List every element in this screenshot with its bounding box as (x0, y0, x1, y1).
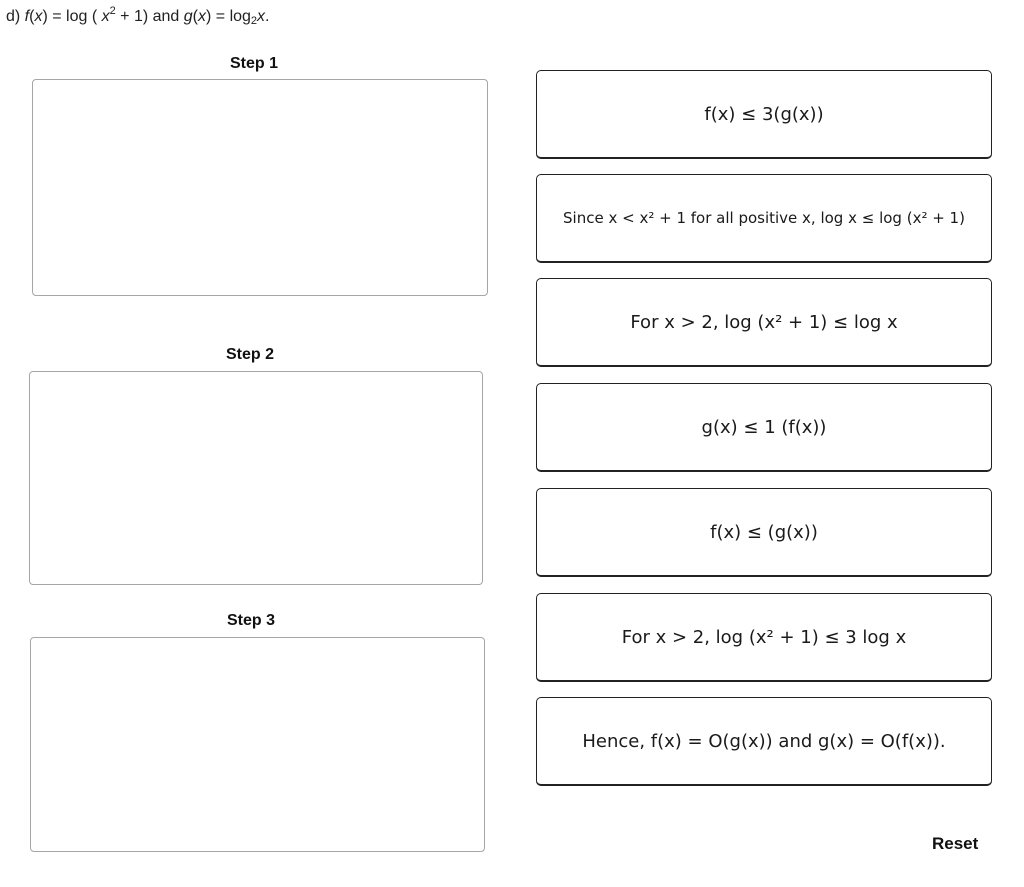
question-x3: x (198, 8, 206, 25)
question-log-base: 2 (250, 15, 258, 27)
card-f-le-g[interactable] (536, 488, 992, 577)
reset-button[interactable]: Reset (932, 834, 979, 853)
card-hence-big-o[interactable] (536, 697, 992, 786)
card-text: f(x) ≤ (g(x)) (710, 521, 818, 543)
step-1-label: Step 1 (230, 55, 279, 72)
card-for-x-gt-2-log-le-3-log-x[interactable] (536, 593, 992, 682)
card-text: For x > 2, log (x² + 1) ≤ 3 log x (621, 626, 907, 648)
card-for-x-gt-2-log-le-log-x[interactable] (536, 278, 992, 367)
question-x4: x (257, 8, 266, 25)
question-f: f (24, 8, 30, 25)
card-since-x-lt-x2-plus-1[interactable] (536, 174, 992, 263)
question-part4: ( (192, 8, 198, 25)
card-text: Hence, f(x) = O(g(x)) and g(x) = O(f(x)). (582, 730, 946, 752)
question-x1: x (34, 8, 43, 25)
question-x2: x (101, 8, 110, 25)
question-exponent: 2 (109, 5, 116, 17)
step-2-label: Step 2 (226, 346, 275, 363)
step-3-label: Step 3 (227, 612, 276, 629)
step-2-drop-zone[interactable] (29, 371, 483, 585)
card-text: For x > 2, log (x² + 1) ≤ log x (630, 311, 898, 333)
card-text: g(x) ≤ 1 (f(x)) (701, 416, 827, 438)
question-part3: + 1) and (115, 8, 184, 25)
question-part5: ) = log (206, 8, 251, 25)
step-3-drop-zone[interactable] (30, 637, 485, 852)
question-g: g (183, 8, 193, 25)
question-part2: ) = log ( (42, 8, 102, 25)
question-part1: ( (29, 8, 35, 25)
card-text: f(x) ≤ 3(g(x)) (704, 103, 824, 125)
question-suffix: . (265, 8, 270, 25)
step-1-drop-zone[interactable] (32, 79, 488, 296)
card-text: Since x < x² + 1 for all positive x, log x ≤ log (x² + 1) (563, 209, 965, 227)
card-f-le-3g[interactable] (536, 70, 992, 159)
card-g-le-1f[interactable] (536, 383, 992, 472)
question-prefix: d) (6, 8, 25, 25)
question-text (6, 5, 270, 27)
